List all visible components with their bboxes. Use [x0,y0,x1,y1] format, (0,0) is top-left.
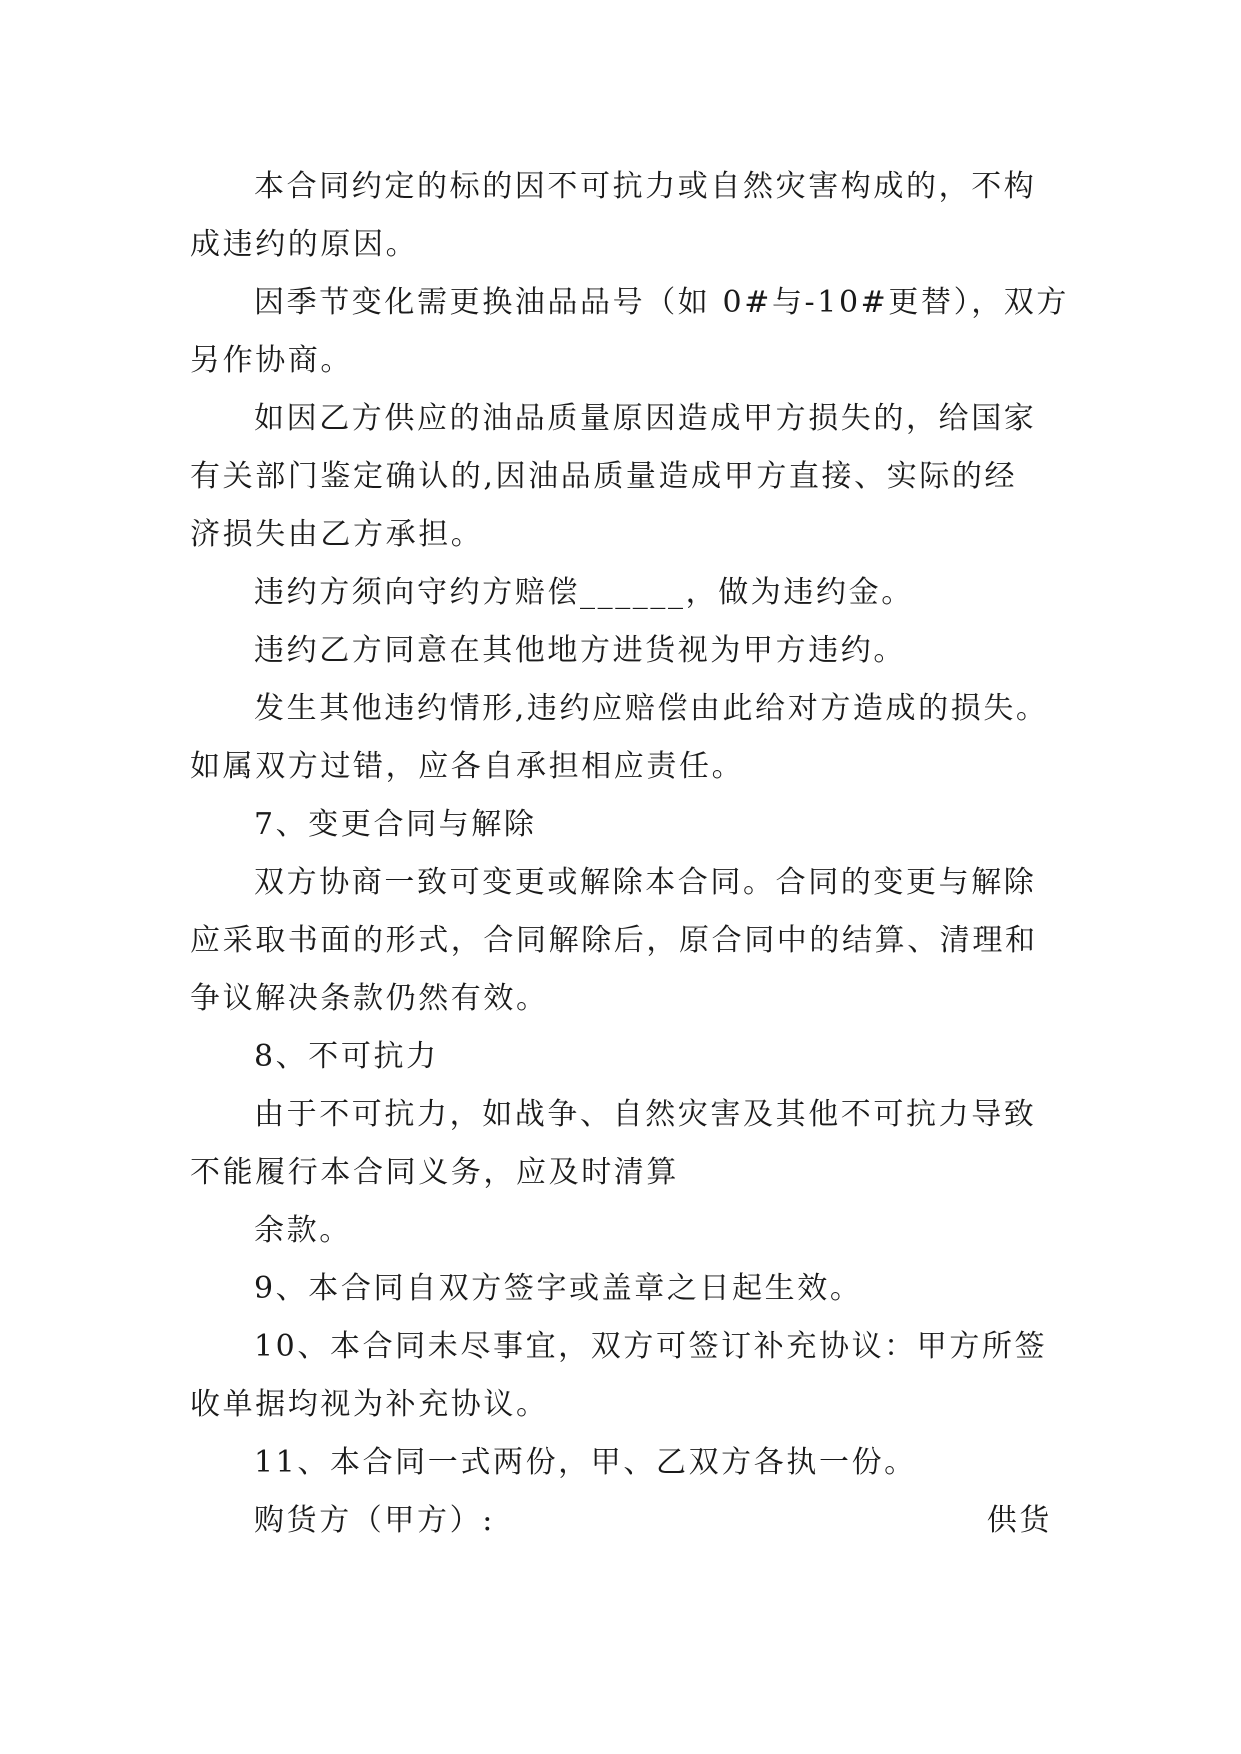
paragraph-line: 本合同约定的标的因不可抗力或自然灾害构成的，不构 [254,169,1037,204]
paragraph-line: 因季节变化需更换油品品号（如 0#与-10#更替），双方 [254,285,1070,320]
paragraph-line: 另作协商。 [190,343,353,378]
paragraph-line: 收单据均视为补充协议。 [190,1387,549,1422]
paragraph-line: 济损失由乙方承担。 [190,517,484,552]
paragraph-line: 成违约的原因。 [190,227,419,262]
supplier-label: 供货 [986,1503,1052,1538]
clause-line: 9、本合同自双方签字或盖章之日起生效。 [254,1271,863,1306]
paragraph-line: 余款。 [254,1213,352,1248]
signature-row [190,1492,1052,1550]
paragraph-line: 如属双方过错，应各自承担相应责任。 [190,749,745,784]
paragraph-line: 不能履行本合同义务，应及时清算 [190,1155,679,1190]
section-heading: 7、变更合同与解除 [254,807,537,842]
paragraph-line: 违约乙方同意在其他地方进货视为甲方违约。 [254,633,906,668]
paragraph-line: 双方协商一致可变更或解除本合同。合同的变更与解除 [254,865,1037,900]
paragraph-line: 有关部门鉴定确认的,因油品质量造成甲方直接、实际的经 [190,459,1018,494]
paragraph-line: 违约方须向守约方赔偿______，做为违约金。 [254,575,914,610]
section-heading: 8、不可抗力 [254,1039,439,1074]
buyer-label: 购货方（甲方）: [254,1503,495,1538]
paragraph-line: 应采取书面的形式，合同解除后，原合同中的结算、清理和 [190,923,1038,958]
paragraph-line: 如因乙方供应的油品质量原因造成甲方损失的，给国家 [254,401,1037,436]
paragraph-line: 由于不可抗力，如战争、自然灾害及其他不可抗力导致 [254,1097,1037,1132]
clause-line: 10、本合同未尽事宜，双方可签订补充协议：甲方所签 [254,1329,1048,1364]
clause-line: 11、本合同一式两份，甲、乙双方各执一份。 [254,1445,917,1480]
paragraph-line: 发生其他违约情形,违约应赔偿由此给对方造成的损失。 [254,691,1049,726]
paragraph-line: 争议解决条款仍然有效。 [190,981,549,1016]
document-page [190,158,1070,1550]
